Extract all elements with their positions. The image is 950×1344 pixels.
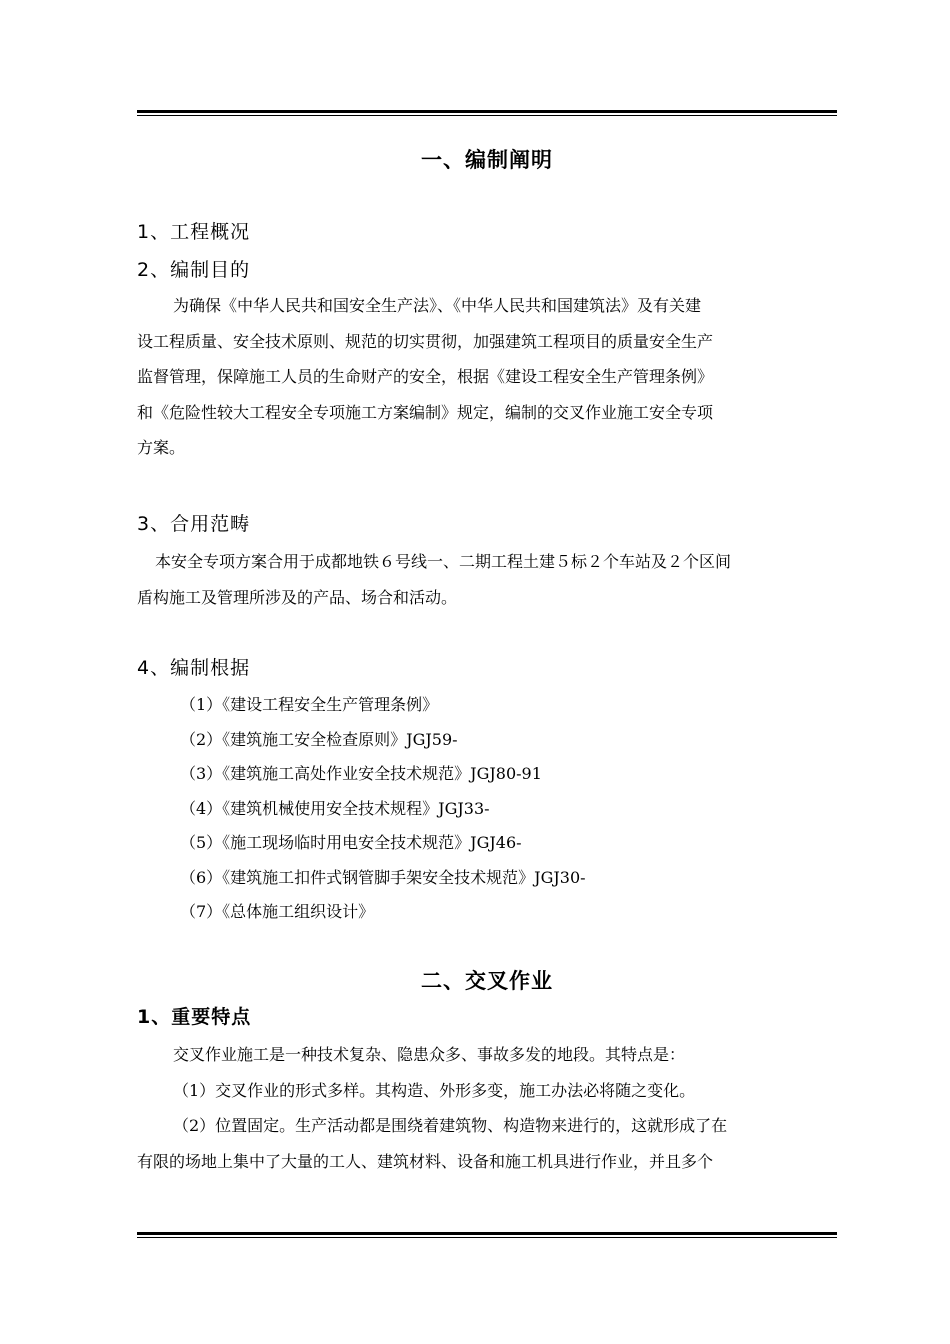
text-line: （1）交叉作业的形式多样。其构造、外形多变，施工办法必将随之变化。 [173, 1080, 696, 1100]
list-item: （6）《建筑施工扣件式钢管脚手架安全技术规范》JGJ30- [180, 867, 586, 887]
section-1-3-heading: 3、合用范畴 [137, 513, 251, 535]
scope-paragraph [137, 544, 837, 615]
section-1-4-heading: 4、编制根据 [137, 657, 251, 679]
text-line: 设工程质量、安全技术原则、规范的切实贯彻，加强建筑工程项目的质量安全生产 [137, 331, 714, 351]
text-line: 和《危险性较大工程安全专项施工方案编制》规定，编制的交叉作业施工安全专项 [137, 402, 714, 422]
list-item: （5）《施工现场临时用电安全技术规范》JGJ46- [180, 833, 522, 852]
text-line: 方案。 [137, 438, 186, 457]
text-line: 监督管理，保障施工人员的生命财产的安全，根据《建设工程安全生产管理条例》 [137, 367, 714, 386]
list-item: （3）《建筑施工高处作业安全技术规范》JGJ80-91 [180, 764, 542, 783]
chapter-1-title: 一、编制阐明 [421, 148, 553, 172]
purpose-paragraph [137, 288, 837, 466]
basis-list [180, 688, 586, 930]
section-1-1-heading: 1、工程概况 [137, 221, 251, 243]
chapter-2-title: 二、交叉作业 [421, 969, 553, 993]
list-item: （7）《总体施工组织设计》 [180, 902, 375, 921]
text-line: 为确保《中华人民共和国安全生产法》、《中华人民共和国建筑法》及有关建 [173, 296, 702, 315]
text-line: 盾构施工及管理所涉及的产品、场合和活动。 [137, 587, 458, 607]
section-2-1-heading: 1、重要特点 [137, 1006, 252, 1028]
list-item: （1）《建设工程安全生产管理条例》 [180, 695, 439, 714]
features-paragraph [137, 1037, 837, 1179]
list-item: （2）《建筑施工安全检查原则》JGJ59- [180, 729, 458, 749]
footer-rule [137, 1232, 837, 1238]
text-line: 本安全专项方案合用于成都地铁６号线一、二期工程土建５标２个车站及２个区间 [155, 552, 732, 571]
text-line: （2）位置固定。生产活动都是围绕着建筑物、构造物来进行的，这就形成了在 [173, 1116, 728, 1135]
text-line: 交叉作业施工是一种技术复杂、隐患众多、事故多发的地段。其特点是： [173, 1045, 686, 1064]
list-item: （4）《建筑机械使用安全技术规程》JGJ33- [180, 798, 490, 818]
header-rule [137, 110, 837, 116]
text-line: 有限的场地上集中了大量的工人、建筑材料、设备和施工机具进行作业，并且多个 [137, 1151, 714, 1171]
section-1-2-heading: 2、编制目的 [137, 259, 251, 281]
